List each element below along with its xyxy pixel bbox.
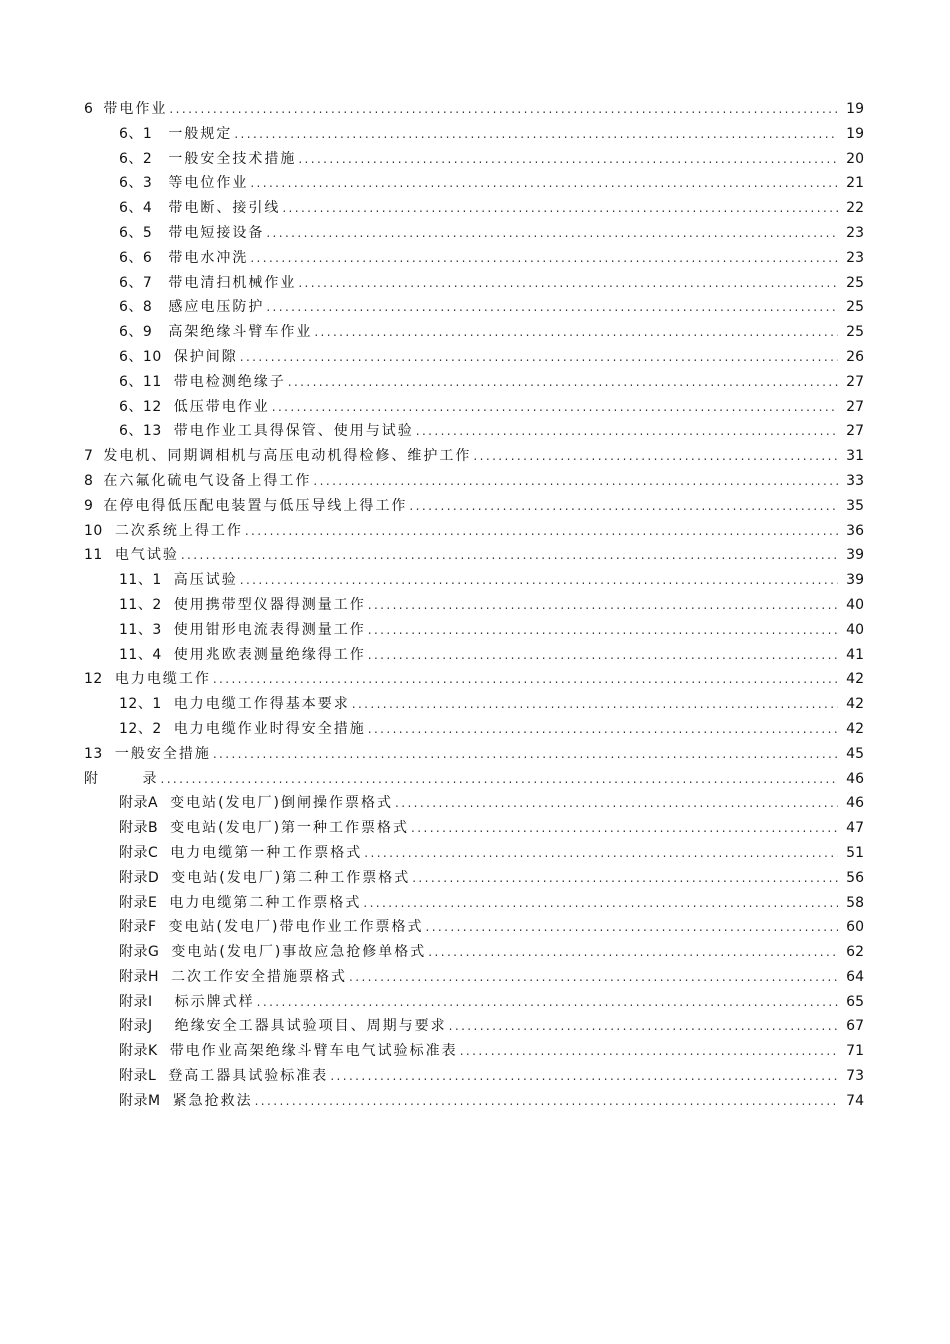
toc-entry-number: 12、1 bbox=[119, 696, 162, 713]
toc-dot-leader bbox=[364, 841, 838, 866]
toc-entry-page: 21 bbox=[846, 175, 864, 192]
toc-entry[interactable] bbox=[84, 618, 864, 643]
toc-entry-page: 19 bbox=[846, 125, 864, 142]
toc-entry-title: 带电断、接引线 bbox=[168, 200, 281, 217]
toc-entry[interactable] bbox=[84, 494, 864, 519]
toc-entry-number: 11、4 bbox=[119, 646, 162, 663]
toc-entry-number: 附录H bbox=[119, 968, 160, 985]
toc-dot-leader bbox=[411, 816, 838, 841]
toc-entry[interactable] bbox=[84, 990, 864, 1015]
toc-entry-page: 51 bbox=[846, 844, 864, 861]
toc-entry-title: 变电站(发电厂)第二种工作票格式 bbox=[171, 869, 411, 886]
toc-entry-number: 附录M bbox=[119, 1092, 161, 1109]
toc-entry[interactable] bbox=[84, 122, 864, 147]
toc-entry[interactable] bbox=[84, 940, 864, 965]
toc-entry[interactable] bbox=[84, 1064, 864, 1089]
toc-entry[interactable] bbox=[84, 742, 864, 767]
toc-entry-title: 录 bbox=[142, 770, 159, 787]
toc-entry-number: 10 bbox=[84, 522, 103, 539]
toc-dot-leader bbox=[368, 618, 838, 643]
toc-entry-title: 电力电缆工作得基本要求 bbox=[173, 696, 350, 713]
toc-entry[interactable] bbox=[84, 643, 864, 668]
toc-entry-number: 6、4 bbox=[119, 200, 153, 217]
toc-entry-number: 附录I bbox=[119, 993, 153, 1010]
toc-entry-page: 25 bbox=[846, 274, 864, 291]
toc-dot-leader bbox=[352, 692, 838, 717]
toc-entry-number: 附录C bbox=[119, 844, 159, 861]
toc-entry-number: 附录J bbox=[119, 1018, 153, 1035]
toc-entry-page: 23 bbox=[846, 249, 864, 266]
toc-dot-leader bbox=[368, 643, 838, 668]
toc-dot-leader bbox=[330, 1064, 838, 1089]
toc-entry[interactable] bbox=[84, 345, 864, 370]
toc-entry-number: 附录B bbox=[119, 820, 159, 837]
toc-dot-leader bbox=[298, 271, 838, 296]
toc-entry-title: 变电站(发电厂)带电作业工作票格式 bbox=[168, 919, 424, 936]
toc-entry-page: 33 bbox=[846, 472, 864, 489]
toc-entry-number: 附录D bbox=[119, 869, 160, 886]
toc-entry[interactable] bbox=[84, 395, 864, 420]
toc-entry-number: 6、1 bbox=[119, 125, 153, 142]
toc-entry-title: 在停电得低压配电装置与低压导线上得工作 bbox=[103, 497, 408, 514]
toc-entry-page: 25 bbox=[846, 324, 864, 341]
toc-dot-leader bbox=[368, 593, 838, 618]
toc-entry-number: 11 bbox=[84, 547, 103, 564]
toc-dot-leader bbox=[449, 1014, 838, 1039]
toc-entry[interactable] bbox=[84, 196, 864, 221]
toc-entry-number: 6、8 bbox=[119, 299, 153, 316]
toc-entry-page: 42 bbox=[846, 720, 864, 737]
toc-entry-number: 8 bbox=[84, 472, 94, 489]
toc-entry-number: 6、7 bbox=[119, 274, 153, 291]
toc-entry[interactable] bbox=[84, 568, 864, 593]
toc-dot-leader bbox=[395, 791, 838, 816]
toc-entry[interactable] bbox=[84, 866, 864, 891]
toc-entry-number: 12 bbox=[84, 671, 103, 688]
toc-entry-title: 带电清扫机械作业 bbox=[168, 274, 297, 291]
toc-dot-leader bbox=[412, 866, 838, 891]
toc-entry[interactable] bbox=[84, 593, 864, 618]
toc-entry-page: 19 bbox=[846, 101, 864, 117]
toc-entry-page: 39 bbox=[846, 572, 864, 589]
toc-entry[interactable] bbox=[84, 519, 864, 544]
toc-entry-title: 电力电缆第一种工作票格式 bbox=[170, 844, 363, 861]
toc-entry-page: 71 bbox=[846, 1043, 864, 1060]
toc-entry-title: 使用钳形电流表得测量工作 bbox=[173, 621, 366, 638]
toc-entry[interactable] bbox=[84, 1014, 864, 1039]
toc-entry-title: 等电位作业 bbox=[168, 175, 249, 192]
toc-entry[interactable] bbox=[84, 97, 864, 122]
toc-entry-title: 一般规定 bbox=[168, 125, 233, 142]
toc-dot-leader bbox=[349, 965, 838, 990]
toc-entry-title: 带电检测绝缘子 bbox=[173, 373, 286, 390]
toc-entry-number: 附录A bbox=[119, 795, 159, 812]
toc-dot-leader bbox=[250, 246, 838, 271]
toc-dot-leader bbox=[313, 469, 838, 494]
toc-entry[interactable] bbox=[84, 246, 864, 271]
toc-entry-page: 40 bbox=[846, 596, 864, 613]
toc-entry-page: 47 bbox=[846, 820, 864, 837]
toc-dot-leader bbox=[245, 519, 838, 544]
toc-entry-title: 带电作业工具得保管、使用与试验 bbox=[173, 423, 414, 440]
toc-entry-page: 22 bbox=[846, 200, 864, 217]
toc-entry-number: 12、2 bbox=[119, 720, 162, 737]
toc-entry[interactable] bbox=[84, 444, 864, 469]
toc-entry[interactable] bbox=[84, 965, 864, 990]
toc-dot-leader bbox=[272, 395, 838, 420]
toc-entry[interactable] bbox=[84, 171, 864, 196]
toc-dot-leader bbox=[314, 320, 838, 345]
toc-dot-leader bbox=[282, 196, 838, 221]
toc-dot-leader bbox=[213, 742, 838, 767]
toc-entry-title: 低压带电作业 bbox=[173, 398, 270, 415]
toc-dot-leader bbox=[161, 767, 839, 792]
toc-entry-page: 46 bbox=[846, 795, 864, 812]
toc-entry-number: 6、10 bbox=[119, 348, 162, 365]
toc-entry-number: 7 bbox=[84, 448, 94, 465]
toc-entry-page: 42 bbox=[846, 671, 864, 688]
toc-dot-leader bbox=[255, 1089, 838, 1114]
toc-entry[interactable] bbox=[84, 320, 864, 345]
toc-entry[interactable] bbox=[84, 1089, 864, 1114]
toc-entry-title: 变电站(发电厂)倒闸操作票格式 bbox=[170, 795, 394, 812]
toc-entry-page: 56 bbox=[846, 869, 864, 886]
toc-entry-title: 保护间隙 bbox=[173, 348, 238, 365]
toc-dot-leader bbox=[240, 568, 838, 593]
toc-dot-leader bbox=[473, 444, 838, 469]
toc-dot-leader bbox=[257, 990, 838, 1015]
toc-entry-page: 58 bbox=[846, 894, 864, 911]
toc-entry[interactable] bbox=[84, 1039, 864, 1064]
toc-dot-leader bbox=[169, 97, 838, 122]
toc-dot-leader bbox=[266, 221, 838, 246]
toc-entry-title: 感应电压防护 bbox=[168, 299, 265, 316]
toc-entry-title: 一般安全技术措施 bbox=[168, 150, 297, 167]
toc-entry[interactable] bbox=[84, 692, 864, 717]
toc-entry-page: 27 bbox=[846, 423, 864, 440]
toc-entry-page: 23 bbox=[846, 224, 864, 241]
toc-entry-title: 高架绝缘斗臂车作业 bbox=[168, 324, 313, 341]
toc-entry-title: 电力电缆作业时得安全措施 bbox=[173, 720, 366, 737]
toc-entry-page: 31 bbox=[846, 448, 864, 465]
table-of-contents bbox=[84, 97, 864, 1114]
toc-entry[interactable] bbox=[84, 816, 864, 841]
toc-entry-title: 二次工作安全措施票格式 bbox=[171, 968, 348, 985]
toc-entry-title: 紧急抢救法 bbox=[172, 1092, 253, 1109]
toc-entry-title: 绝缘安全工器具试验项目、周期与要求 bbox=[174, 1018, 447, 1035]
toc-entry[interactable] bbox=[84, 221, 864, 246]
toc-dot-leader bbox=[416, 419, 838, 444]
toc-entry-title: 发电机、同期调相机与高压电动机得检修、维护工作 bbox=[103, 448, 472, 465]
toc-entry-number: 附 bbox=[84, 770, 99, 787]
toc-entry-number: 6、3 bbox=[119, 175, 153, 192]
toc-dot-leader bbox=[250, 171, 838, 196]
toc-entry-page: 46 bbox=[846, 770, 864, 787]
toc-entry-page: 67 bbox=[846, 1018, 864, 1035]
toc-entry-title: 电力电缆第二种工作票格式 bbox=[169, 894, 362, 911]
toc-entry[interactable] bbox=[84, 667, 864, 692]
toc-entry-number: 13 bbox=[84, 745, 103, 762]
toc-entry-number: 11、2 bbox=[119, 596, 162, 613]
toc-entry-number: 6、6 bbox=[119, 249, 153, 266]
toc-entry-page: 62 bbox=[846, 944, 864, 961]
toc-entry-title: 二次系统上得工作 bbox=[114, 522, 243, 539]
toc-entry-number: 6、13 bbox=[119, 423, 162, 440]
toc-dot-leader bbox=[428, 940, 838, 965]
toc-entry-page: 26 bbox=[846, 348, 864, 365]
toc-entry-number: 11、1 bbox=[119, 572, 162, 589]
toc-entry-number: 6 bbox=[84, 101, 94, 117]
toc-entry-title: 电气试验 bbox=[114, 547, 179, 564]
toc-entry-title: 变电站(发电厂)事故应急抢修单格式 bbox=[171, 944, 427, 961]
toc-entry-page: 40 bbox=[846, 621, 864, 638]
toc-entry-page: 42 bbox=[846, 696, 864, 713]
toc-entry[interactable] bbox=[84, 891, 864, 916]
toc-entry-number: 附录G bbox=[119, 944, 160, 961]
toc-dot-leader bbox=[213, 667, 838, 692]
toc-entry-title: 带电短接设备 bbox=[168, 224, 265, 241]
toc-entry-page: 64 bbox=[846, 968, 864, 985]
toc-entry-title: 电力电缆工作 bbox=[114, 671, 211, 688]
toc-entry-title: 带电作业 bbox=[103, 101, 168, 117]
toc-entry-number: 6、5 bbox=[119, 224, 153, 241]
toc-entry-number: 6、11 bbox=[119, 373, 162, 390]
toc-entry[interactable] bbox=[84, 841, 864, 866]
toc-dot-leader bbox=[368, 717, 838, 742]
toc-entry[interactable] bbox=[84, 295, 864, 320]
toc-dot-leader bbox=[460, 1039, 838, 1064]
toc-entry[interactable] bbox=[84, 469, 864, 494]
toc-entry-page: 65 bbox=[846, 993, 864, 1010]
toc-dot-leader bbox=[288, 370, 838, 395]
toc-entry-title: 使用携带型仪器得测量工作 bbox=[173, 596, 366, 613]
toc-entry-title: 高压试验 bbox=[173, 572, 238, 589]
toc-entry-title: 带电水冲洗 bbox=[168, 249, 249, 266]
toc-entry-title: 登高工器具试验标准表 bbox=[168, 1068, 329, 1085]
toc-entry-title: 带电作业高架绝缘斗臂车电气试验标准表 bbox=[169, 1043, 458, 1060]
toc-entry-number: 附录K bbox=[119, 1043, 158, 1060]
toc-entry-page: 60 bbox=[846, 919, 864, 936]
toc-entry-number: 6、9 bbox=[119, 324, 153, 341]
toc-dot-leader bbox=[240, 345, 838, 370]
toc-entry-page: 45 bbox=[846, 745, 864, 762]
toc-entry[interactable] bbox=[84, 791, 864, 816]
toc-dot-leader bbox=[426, 915, 839, 940]
toc-dot-leader bbox=[298, 147, 838, 172]
toc-entry-number: 附录E bbox=[119, 894, 158, 911]
toc-entry-title: 变电站(发电厂)第一种工作票格式 bbox=[170, 820, 410, 837]
toc-entry[interactable] bbox=[84, 370, 864, 395]
toc-dot-leader bbox=[234, 122, 838, 147]
toc-entry-page: 35 bbox=[846, 497, 864, 514]
toc-dot-leader bbox=[181, 543, 838, 568]
toc-entry[interactable] bbox=[84, 717, 864, 742]
toc-entry-page: 36 bbox=[846, 522, 864, 539]
toc-dot-leader bbox=[409, 494, 838, 519]
toc-entry-title: 使用兆欧表测量绝缘得工作 bbox=[173, 646, 366, 663]
toc-entry-title: 标示牌式样 bbox=[174, 993, 255, 1010]
toc-entry-page: 74 bbox=[846, 1092, 864, 1109]
toc-entry-number: 6、2 bbox=[119, 150, 153, 167]
toc-entry-page: 39 bbox=[846, 547, 864, 564]
toc-entry[interactable] bbox=[84, 419, 864, 444]
toc-entry[interactable] bbox=[84, 915, 864, 940]
toc-entry-number: 附录F bbox=[119, 919, 157, 936]
toc-entry-page: 20 bbox=[846, 150, 864, 167]
toc-dot-leader bbox=[363, 891, 838, 916]
toc-entry-page: 25 bbox=[846, 299, 864, 316]
toc-entry[interactable] bbox=[84, 543, 864, 568]
toc-entry[interactable] bbox=[84, 271, 864, 296]
toc-entry-number: 6、12 bbox=[119, 398, 162, 415]
toc-entry-number: 9 bbox=[84, 497, 94, 514]
toc-entry-title: 一般安全措施 bbox=[114, 745, 211, 762]
toc-entry-title: 在六氟化硫电气设备上得工作 bbox=[103, 472, 312, 489]
toc-entry[interactable] bbox=[84, 147, 864, 172]
toc-entry-page: 27 bbox=[846, 373, 864, 390]
toc-entry-page: 27 bbox=[846, 398, 864, 415]
toc-entry-page: 73 bbox=[846, 1068, 864, 1085]
toc-entry[interactable] bbox=[84, 767, 864, 792]
toc-dot-leader bbox=[266, 295, 838, 320]
toc-entry-number: 附录L bbox=[119, 1068, 157, 1085]
toc-entry-number: 11、3 bbox=[119, 621, 162, 638]
toc-entry-page: 41 bbox=[846, 646, 864, 663]
